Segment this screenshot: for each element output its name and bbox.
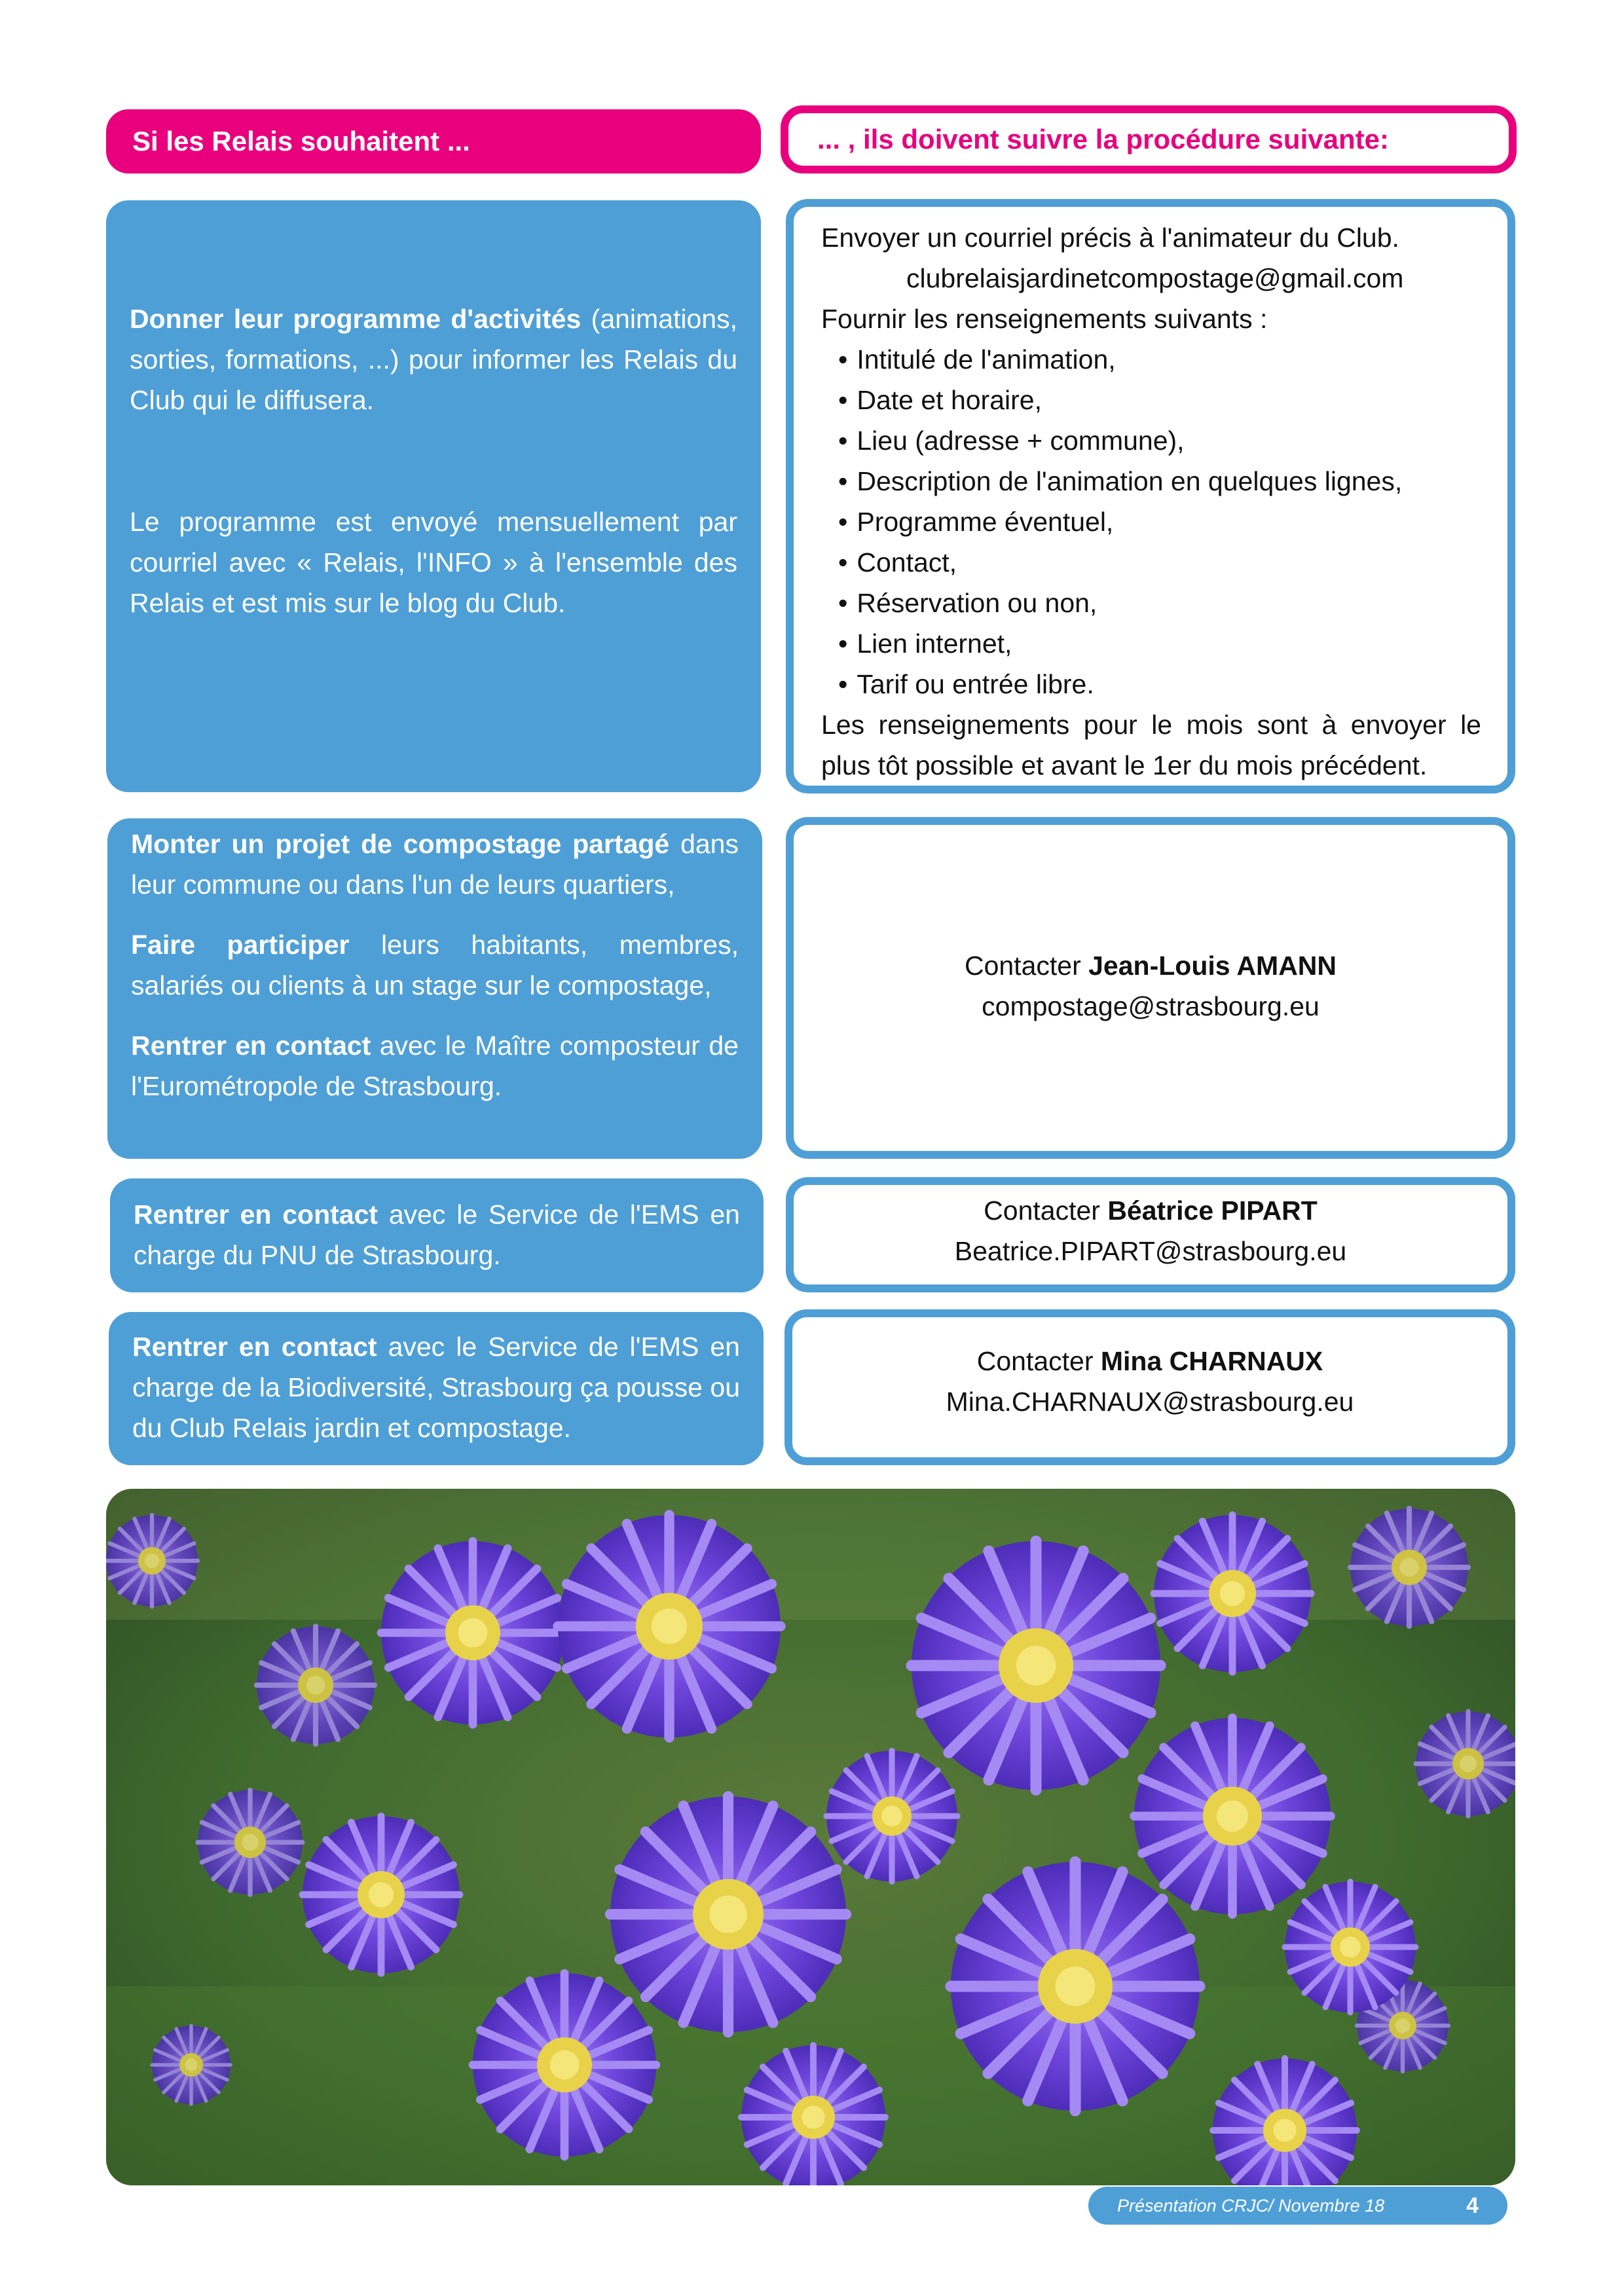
contact-email: Mina.CHARNAUX@strasbourg.eu (946, 1387, 1354, 1417)
compostage-p1-rest: dans leur commune ou dans l'un de leurs quartiers, (131, 829, 739, 900)
footer-label: Présentation CRJC/ Novembre 18 (1117, 2196, 1385, 2215)
compostage-p1 (131, 824, 739, 905)
list-item: • Réservation ou non, (838, 583, 1481, 623)
biodiversite-paragraph (132, 1326, 740, 1448)
compostage-p2-rest: leurs habitants, membres, salariés ou clients à un stage sur le compostage, (131, 930, 739, 1000)
programme-rest: (animations, sorties, formations, ...) pour informer les Relais du Club qui le diffusera. (130, 304, 737, 415)
pnu-box (110, 1178, 764, 1292)
right-header (781, 105, 1517, 173)
purple-aster-flowers-photo (106, 1489, 1515, 2185)
contact-prefix: Contacter (964, 951, 1089, 981)
pnu-paragraph (134, 1194, 740, 1275)
compostage-p2-bold: Faire participer (131, 930, 350, 960)
contact-charnaux (792, 1341, 1507, 1381)
biodiversite-bold: Rentrer en contact (132, 1332, 377, 1362)
biodiversite-box (109, 1312, 764, 1465)
list-item: • Description de l'animation en quelques lignes, (838, 461, 1481, 501)
programme-note: Le programme est envoyé mensuellement par courriel avec « Relais, l'INFO » à l'ensemble des Relais et est mis sur le blog du Club. (130, 507, 737, 618)
list-item: • Tarif ou entrée libre. (838, 664, 1481, 704)
compostage-p3 (131, 1025, 739, 1106)
procedure-line1: Envoyer un courriel précis à l'animateur du Club. (821, 223, 1399, 253)
list-item: • Contact, (838, 542, 1481, 583)
pnu-bold: Rentrer en contact (134, 1199, 378, 1230)
list-item: • Programme éventuel, (838, 501, 1481, 542)
info-list (821, 339, 1481, 704)
compostage-box (107, 818, 762, 1159)
biodiversite-rest: avec le Service de l'EMS en charge de la Biodiversité, Strasbourg ça pousse ou du Club Relais jardin et compostage. (132, 1332, 740, 1443)
contact-pipart (794, 1190, 1507, 1231)
right-header-text: ... , ils doivent suivre la procédure suivante: (817, 124, 1389, 155)
left-header (106, 109, 761, 173)
club-email: clubrelaisjardinetcompostage@gmail.com (906, 263, 1404, 293)
compostage-p3-bold: Rentrer en contact (131, 1030, 371, 1061)
programme-paragraph (130, 299, 737, 420)
compostage-p3-rest: avec le Maître composteur de l'Eurométropole de Strasbourg. (131, 1030, 739, 1101)
contact-email: Beatrice.PIPART@strasbourg.eu (954, 1236, 1347, 1266)
programme-bold: Donner leur programme d'activités (130, 304, 581, 334)
contact-name: Béatrice PIPART (1107, 1195, 1318, 1226)
compostage-p2 (131, 924, 739, 1006)
procedure-line2: Fournir les renseignements suivants : (821, 304, 1268, 334)
compostage-p1-bold: Monter un projet de compostage partagé (131, 829, 670, 859)
left-header-text: Si les Relais souhaitent ... (132, 126, 470, 156)
contact-prefix: Contacter (984, 1195, 1108, 1226)
contact-amann-box (786, 817, 1515, 1159)
pnu-rest: avec le Service de l'EMS en charge du PNU de Strasbourg. (134, 1199, 740, 1270)
contact-name: Jean-Louis AMANN (1088, 951, 1337, 981)
programme-box (106, 200, 761, 792)
contact-charnaux-box (784, 1309, 1515, 1465)
contact-pipart-box (786, 1177, 1515, 1292)
procedure-box (786, 199, 1515, 793)
list-item: • Date et horaire, (838, 380, 1481, 420)
contact-prefix: Contacter (976, 1346, 1101, 1376)
contact-name: Mina CHARNAUX (1100, 1346, 1323, 1376)
procedure-closing: Les renseignements pour le mois sont à envoyer le plus tôt possible et avant le 1er du mois précédent. (821, 710, 1481, 780)
contact-email: compostage@strasbourg.eu (982, 991, 1320, 1021)
list-item: • Lien internet, (838, 623, 1481, 664)
list-item: • Intitulé de l'animation, (838, 339, 1481, 380)
footer-bar (1088, 2187, 1507, 2225)
page-number: 4 (1466, 2193, 1479, 2218)
contact-amann (794, 945, 1507, 986)
list-item: • Lieu (adresse + commune), (838, 420, 1481, 461)
